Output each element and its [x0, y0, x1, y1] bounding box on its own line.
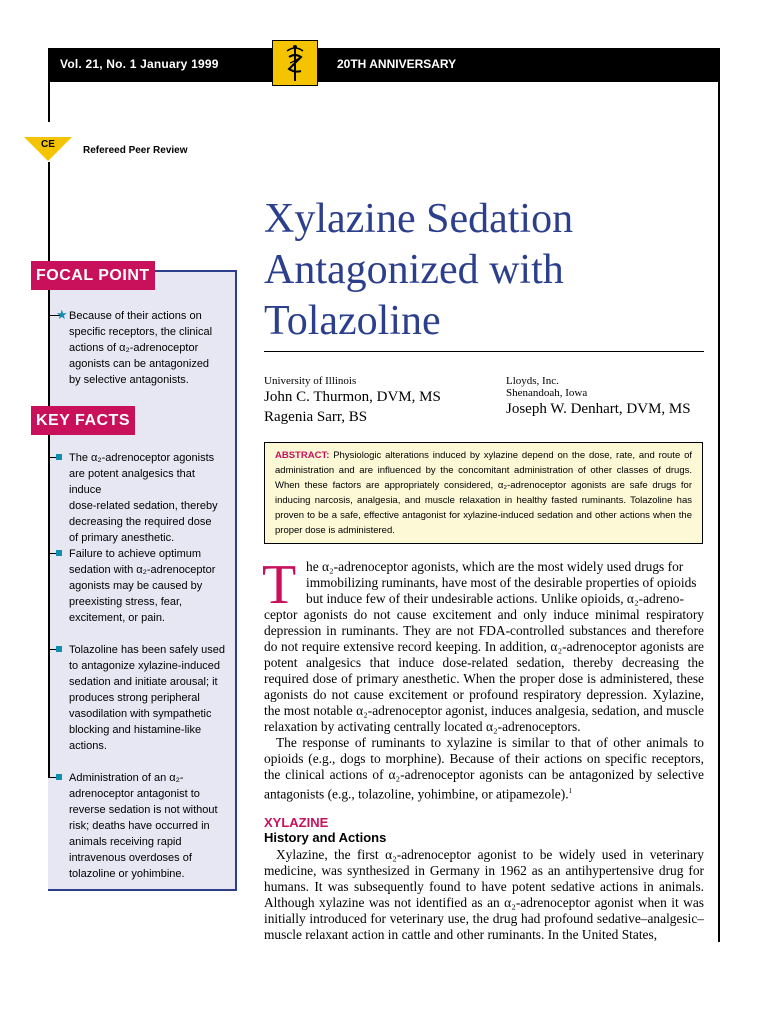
sidebar-connector-line [48, 258, 50, 778]
section-heading: XYLAZINE [264, 815, 329, 830]
article-title: Xylazine Sedation Antagonized with Tolazoline [264, 196, 574, 344]
anniversary-label: 20TH ANNIVERSARY [337, 57, 457, 71]
peer-review-label: Refereed Peer Review [83, 145, 188, 156]
key-fact: Failure to achieve optimum sedation with α₂-adrenoceptor agonists may be caused by preexisting stress, fear, excitement, or pain. [69, 548, 216, 624]
author-block-left [264, 375, 441, 427]
paragraph: ceptor agonists do not cause excitement and only induce minimal respiratory depression in ruminants. They are not FDA-controlled substances and therefore do not require extensive record keeping. In addition, α₂-adrenoceptor agonists are potent analgesics that induce dose-related sedation, thereby decreasing the required dose of primary anesthetic. When the proper dose is administered, these agonists do not cause excitement or profound respiratory depression. Xylazine, the most notable α₂-adrenoceptor agonist, induces analgesia, sedation, and muscle relaxation by activating centrally located α₂-adrenoceptors. [264, 607, 704, 734]
author-name: Ragenia Sarr, BS [264, 409, 368, 425]
intro-lines: he α₂-adrenoceptor agonists, which are the most widely used drugs for immobilizing ruminants, have most of the desirable properties of opioids but induce few of their undesirable actions. Unlike opioids, α₂-adreno- [306, 559, 697, 606]
star-icon: ★ [56, 307, 68, 322]
affiliation: Lloyds, Inc. [506, 375, 559, 387]
paragraph: The response of ruminants to xylazine is similar to that of other animals to opioids (e.g., dogs to morphine). Because of their actions on specific receptors, the clinical actions of α₂-adrenoceptor agonists can be antagonized by selective antagonists (e.g., tolazoline, yohimbine, or atipamezole).$^1$ [264, 735, 704, 802]
issue-info: Vol. 21, No. 1 January 1999 [60, 57, 219, 71]
focal-point-heading: FOCAL POINT [31, 261, 155, 290]
bullet-icon [56, 454, 62, 460]
abstract-heading: ABSTRACT: [275, 450, 330, 461]
key-fact: The α₂-adrenoceptor agonists are potent analgesics that induce dose-related sedation, thereby decreasing the required dose of primary anesthetic. [69, 452, 218, 544]
frame-line [48, 82, 50, 122]
caduceus-icon [272, 40, 318, 86]
key-facts-heading: KEY FACTS [31, 406, 135, 435]
author-name: Joseph W. Denhart, DVM, MS [506, 401, 691, 417]
affiliation: University of Illinois [264, 375, 357, 387]
ce-badge-label: CE [41, 139, 55, 150]
bullet-icon [56, 646, 62, 652]
frame-line [718, 82, 720, 942]
paragraph: Xylazine, the first α₂-adrenoceptor agonist to be widely used in veterinary medicine, was synthesized in Germany in 1962 as an antihypertensive drug for humans. It was subsequently found to have potent sedative actions in animals. Although xylazine was not identified as an α₂-adrenoceptor agonist when it was initially introduced for veterinary use, the drug had profound sedative–analgesic–muscle relaxant action in cattle and other ruminants. In the United States, [264, 847, 704, 942]
title-divider [264, 351, 704, 352]
affiliation: Shenandoah, Iowa [506, 387, 588, 399]
bullet-icon [56, 774, 62, 780]
key-fact: Tolazoline has been safely used to antagonize xylazine-induced sedation and initiate arousal; it produces strong peripheral vasodilation with sympathetic blocking and histamine-like actions. [69, 644, 225, 752]
focal-point-text: Because of their actions on specific receptors, the clinical actions of α₂-adrenoceptor agonists can be antagonized by selective antagonists. [69, 310, 213, 386]
subsection-heading: History and Actions [264, 830, 387, 845]
key-fact: Administration of an α₂- adrenoceptor antagonist to reverse sedation is not without risk; deaths have occurred in animals receiving rapid intravenous overdoses of tolazoline or yohimbine. [69, 772, 218, 880]
abstract-box [264, 442, 703, 544]
author-block-right [506, 375, 691, 419]
frame-line [48, 162, 50, 258]
drop-cap: T [262, 554, 297, 616]
author-name: John C. Thurmon, DVM, MS [264, 389, 441, 405]
bullet-icon [56, 550, 62, 556]
abstract-text: Physiologic alterations induced by xylazine depend on the dose, rate, and route of administration and are influenced by the concomitant administration of other classes of drugs. When these factors are appropriately considered, α₂-adrenoceptor agonists are safe drugs for inducing narcosis, analgesia, and muscle relaxation in healthy fasted ruminants. Tolazoline has proven to be a safe, effective antagonist for xylazine-induced sedation and other actions when the proper dose is administered. [275, 450, 692, 536]
